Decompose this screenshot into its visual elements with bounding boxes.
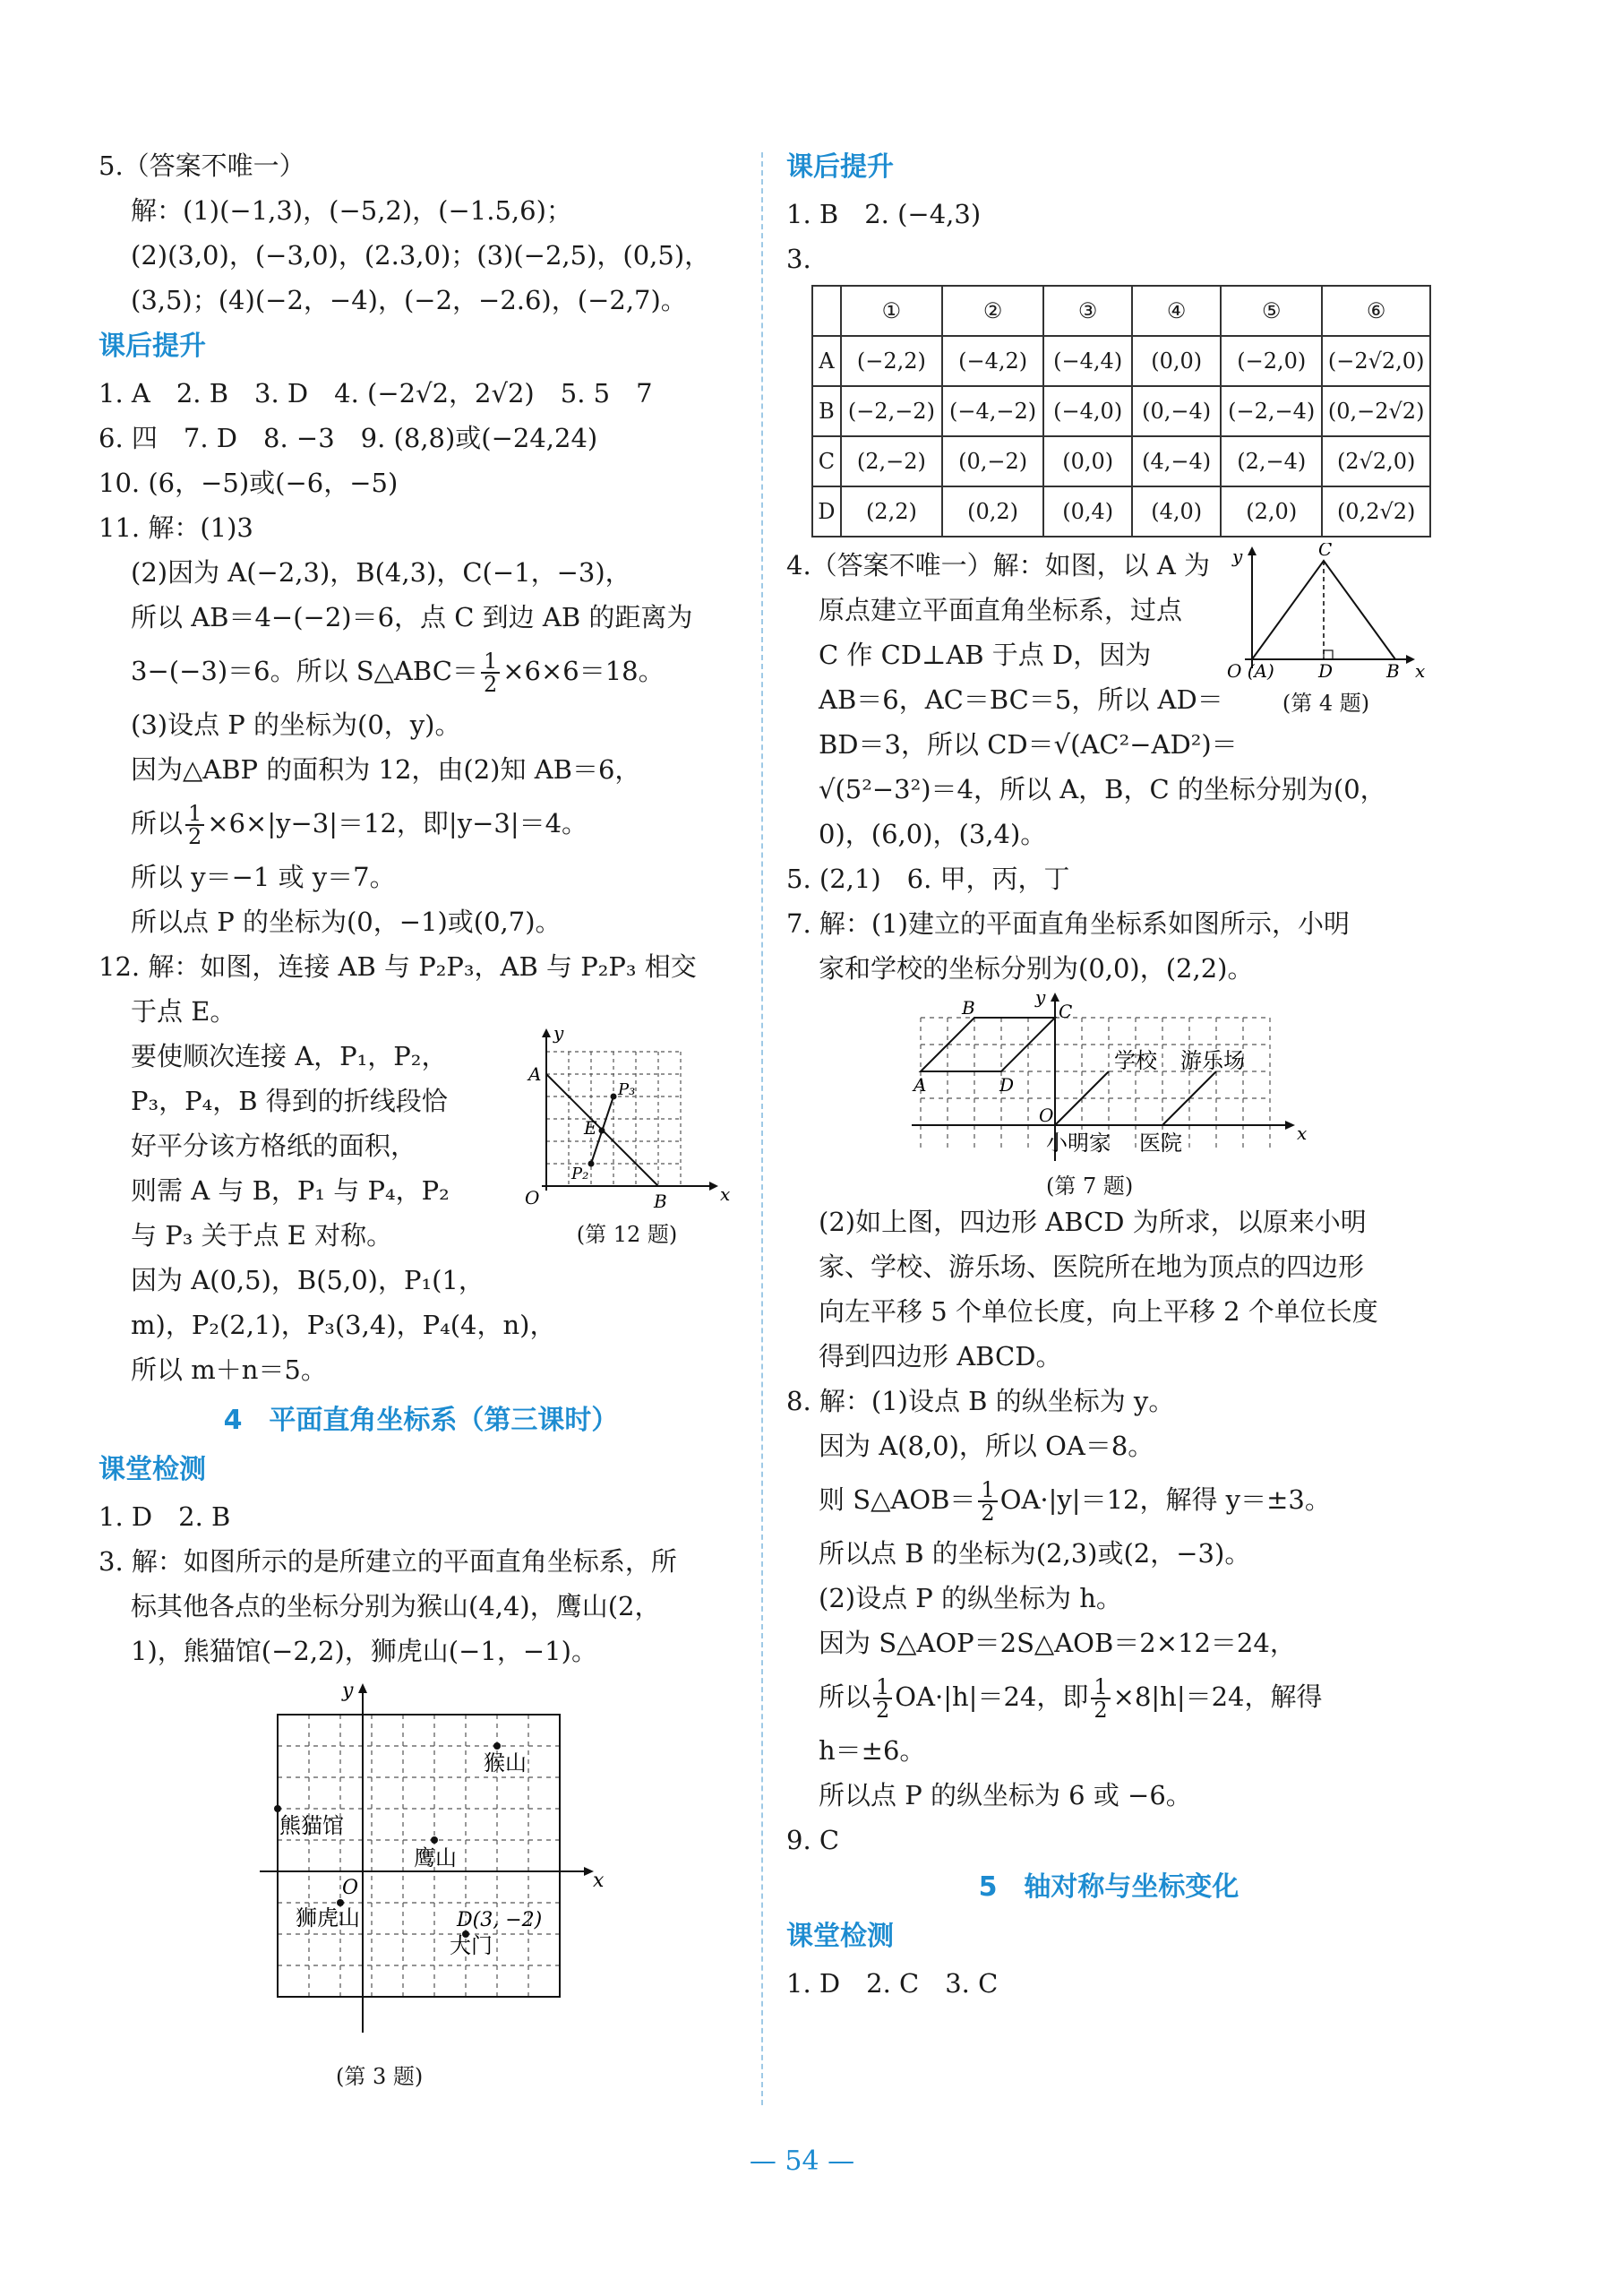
q8-line6: 因为 S△AOP＝2S△AOB＝2×12＝24，: [819, 1628, 1296, 1658]
table-cell: C: [812, 436, 841, 486]
section-title-4: 4 平面直角坐标系（第三课时）: [223, 1405, 619, 1436]
q12-line9: m)，P₂(2,1)，P₃(3,4)，P₄(4，n)，: [131, 1310, 556, 1340]
q11-line2: (2)因为 A(−2,3)，B(4,3)，C(−1，−3)，: [131, 557, 631, 588]
table-cell: (0,−4): [1132, 386, 1221, 436]
q5-line2: 解：(1)(−1,3)，(−5,2)，(−1.5,6)；: [131, 195, 572, 226]
q11-line9: 所以点 P 的坐标为(0，−1)或(0,7)。: [131, 907, 562, 937]
q4-line7: 0)，(6,0)，(3,4)。: [819, 819, 1047, 849]
fraction-num: 1: [185, 803, 204, 826]
section-heading-ketang-right: 课堂检测: [786, 1921, 894, 1952]
q12-line3: 要使顺次连接 A，P₁，P₂，: [131, 1041, 448, 1071]
table-cell: (−4,4): [1043, 336, 1132, 386]
answer-table: [811, 285, 1431, 537]
right-column: [786, 143, 1431, 2006]
fig3-yingshan-label: 鹰山: [414, 1845, 457, 1870]
q12-block: [99, 944, 743, 1392]
fig7-origin-label: O: [1039, 1105, 1054, 1126]
section-heading-kehou: 课后提升: [99, 331, 206, 362]
q4-line2: 原点建立平面直角坐标系，过点: [819, 595, 1183, 625]
table-cell: (0,−2): [942, 436, 1043, 486]
q5-line3: (2)(3,0)，(−3,0)，(2.3,0)；(3)(−2,5)，(0,5)，: [131, 240, 711, 271]
q4-line5: BD＝3，所以 CD＝√(AC²−AD²)＝: [819, 729, 1238, 760]
fraction-num: 1: [978, 1479, 997, 1502]
table-cell: (0,2): [942, 486, 1043, 537]
q8-line4: 所以点 B 的坐标为(2,3)或(2，−3)。: [819, 1538, 1251, 1569]
q8-line9: 所以点 P 的纵坐标为 6 或 −6。: [819, 1780, 1192, 1810]
q3-line3: 1)，熊猫馆(−2,2)，狮虎山(−1，−1)。: [131, 1636, 597, 1666]
fig12-p3-label: P₃: [618, 1080, 636, 1099]
q7-line4: 家、学校、游乐场、医院所在地为顶点的四边形: [819, 1251, 1365, 1282]
left-column: [99, 143, 743, 2090]
q12-line2: 于点 E。: [131, 996, 236, 1027]
table-header-row: [812, 286, 1430, 336]
table-cell: (−2,2): [841, 336, 942, 386]
q11-line6: 因为△ABP 的面积为 12，由(2)知 AB＝6，: [131, 754, 641, 785]
fig7-home-label: 小明家: [1046, 1131, 1111, 1156]
table-cell: (2,−2): [841, 436, 942, 486]
ketang-answers: 1. D 2. B: [99, 1501, 231, 1532]
q11-line7: [99, 792, 743, 855]
table-cell: ④: [1132, 286, 1221, 336]
table-row: [812, 436, 1430, 486]
answers-line3: 10. (6，−5)或(−6，−5): [99, 468, 399, 498]
q11-line3: 所以 AB＝4−(−2)＝6，点 C 到边 AB 的距离为: [131, 602, 693, 632]
table-cell: [812, 286, 841, 336]
fraction: [481, 650, 500, 695]
q4-caption: (第 4 题): [1282, 691, 1370, 716]
q11-line5: (3)设点 P 的坐标为(0，y)。: [131, 709, 461, 740]
fig7-c-label: C: [1059, 1001, 1073, 1022]
fig7-x-label: x: [1297, 1122, 1308, 1144]
table-cell: ⑤: [1221, 286, 1322, 336]
fig3-origin-label: O: [342, 1877, 359, 1899]
fig7-b-label: B: [962, 997, 975, 1019]
table-cell: (0,2√2): [1322, 486, 1430, 537]
fig3-houshan-label: 猴山: [484, 1750, 527, 1776]
fraction: [978, 1479, 997, 1524]
q12-caption: (第 12 题): [576, 1222, 678, 1247]
q4-line3: C 作 CD⊥AB 于点 D，因为: [819, 640, 1152, 670]
q7-grid-svg: [912, 991, 1324, 1170]
q4-line6: √(5²−3²)＝4，所以 A，B，C 的坐标分别为(0，: [819, 774, 1386, 804]
q5-line1: 5.（答案不唯一）: [99, 150, 305, 181]
q7-line2: 家和学校的坐标分别为(0,0)，(2,2)。: [819, 953, 1254, 984]
section-heading-ketang: 课堂检测: [99, 1454, 206, 1485]
q8-line2: 因为 A(8,0)，所以 OA＝8。: [819, 1431, 1154, 1461]
fig4-y-label: y: [1232, 546, 1243, 567]
fraction-num: 1: [1091, 1676, 1110, 1699]
q11-line4-b: ×6×6＝18。: [502, 656, 665, 686]
table-cell: (0,0): [1132, 336, 1221, 386]
table-cell: (0,4): [1043, 486, 1132, 537]
fig3-y-label: y: [342, 1680, 354, 1702]
fig12-e-label: E: [584, 1117, 597, 1139]
q5-line4: (3,5)；(4)(−2，−4)，(−2，−2.6)，(−2,7)。: [131, 285, 687, 315]
q3-caption: (第 3 题): [336, 2064, 424, 2089]
q4-figure: [1225, 543, 1427, 717]
table-cell: (−2,−4): [1221, 386, 1322, 436]
answers-line1: 1. A 2. B 3. D 4. (−2√2，2√2) 5. 5 7: [99, 378, 653, 408]
fraction: [873, 1676, 892, 1721]
q7-caption: (第 7 题): [1046, 1174, 1134, 1199]
fraction-num: 1: [481, 650, 500, 674]
q3-line1: 3. 解：如图所示的是所建立的平面直角坐标系，所: [99, 1546, 677, 1577]
column-divider: [761, 152, 763, 2105]
q4-triangle-svg: [1225, 543, 1427, 682]
section-title-5: 5 轴对称与坐标变化: [978, 1871, 1239, 1903]
q11-line4: [99, 640, 743, 702]
fig3-damen-label: 大门: [450, 1933, 493, 1958]
fraction: [185, 803, 204, 847]
fig7-y-label: y: [1035, 991, 1046, 1008]
table-cell: (4,0): [1132, 486, 1221, 537]
fig4-d-label: D: [1318, 660, 1334, 682]
q8-line7-b: OA·|h|＝24，即: [895, 1681, 1089, 1712]
table-cell: D: [812, 486, 841, 537]
q7-line5: 向左平移 5 个单位长度，向上平移 2 个单位长度: [819, 1296, 1378, 1327]
fig7-d-label: D: [999, 1074, 1015, 1096]
table-cell: ⑥: [1322, 286, 1430, 336]
q7-line3: (2)如上图，四边形 ABCD 为所求，以原来小明: [819, 1207, 1367, 1237]
q8-line1: 8. 解：(1)设点 B 的纵坐标为 y。: [786, 1386, 1175, 1416]
table-cell: (2√2,0): [1322, 436, 1430, 486]
q7-line6: 得到四边形 ABCD。: [819, 1341, 1062, 1372]
table-cell: (0,−2√2): [1322, 386, 1430, 436]
table-cell: B: [812, 386, 841, 436]
fig3-shihushan-label: 狮虎山: [296, 1905, 360, 1931]
table-cell: (−4,−2): [942, 386, 1043, 436]
q8-line3-b: OA·|y|＝12，解得 y＝±3。: [999, 1484, 1331, 1515]
q12-grid-svg: [519, 1025, 734, 1213]
q12-line1: 12. 解：如图，连接 AB 与 P₂P₃，AB 与 P₂P₃ 相交: [99, 951, 697, 982]
q7-figure: [912, 991, 1324, 1200]
answers-line2: 6. 四 7. D 8. −3 9. (8,8)或(−24,24): [99, 423, 598, 453]
fraction-den: 2: [876, 1698, 890, 1723]
q12-line6: 则需 A 与 B，P₁ 与 P₄，P₂: [131, 1175, 450, 1206]
fig4-x-label: x: [1415, 660, 1426, 682]
fig4-c-label: C: [1318, 543, 1333, 560]
fraction-den: 2: [188, 824, 202, 849]
table-cell: (4,−4): [1132, 436, 1221, 486]
right-answers-line4: 1. D 2. C 3. C: [786, 1968, 999, 1999]
fig4-b-label: B: [1386, 660, 1400, 682]
table-cell: (2,2): [841, 486, 942, 537]
q12-line8: 因为 A(0,5)，B(5,0)，P₁(1，: [131, 1265, 485, 1295]
q8-line5: (2)设点 P 的纵坐标为 h。: [819, 1583, 1122, 1613]
q12-figure: [519, 1025, 734, 1248]
fig7-school-label: 学校: [1114, 1048, 1157, 1073]
q12-line7: 与 P₃ 关于点 E 对称。: [131, 1220, 393, 1251]
q8-line8: h＝±6。: [819, 1735, 926, 1766]
fig12-a-label: A: [528, 1063, 542, 1085]
q11-line4-a: 3−(−3)＝6。所以 S△ABC＝: [131, 656, 478, 686]
fig12-p2-label: P₂: [571, 1165, 589, 1183]
table-cell: ①: [841, 286, 942, 336]
q12-line4: P₃，P₄，B 得到的折线段恰: [131, 1086, 448, 1116]
table-cell: ②: [942, 286, 1043, 336]
q4-block: [786, 543, 1431, 856]
q3-figure: [242, 1679, 618, 2090]
fraction-den: 2: [981, 1501, 995, 1526]
q8-line7-c: ×8|h|＝24，解得: [1112, 1681, 1323, 1712]
table-cell: ③: [1043, 286, 1132, 336]
table-cell: (0,0): [1043, 436, 1132, 486]
q3-line2: 标其他各点的坐标分别为猴山(4,4)，鹰山(2，: [131, 1591, 661, 1621]
table-cell: (2,0): [1221, 486, 1322, 537]
fraction: [1091, 1676, 1110, 1721]
q8-line7: [786, 1665, 1431, 1728]
table-cell: (−4,2): [942, 336, 1043, 386]
table-cell: (−4,0): [1043, 386, 1132, 436]
fig12-x-label: x: [720, 1183, 731, 1205]
table-row: [812, 486, 1430, 537]
q11-line7-b: ×6×|y−3|＝12，即|y−3|＝4。: [207, 808, 588, 838]
q12-line10: 所以 m＋n＝5。: [131, 1354, 327, 1385]
section-heading-kehou-right: 课后提升: [786, 151, 894, 183]
table-cell: (−2,−2): [841, 386, 942, 436]
table-row: [812, 386, 1430, 436]
q7-line1: 7. 解：(1)建立的平面直角坐标系如图所示，小明: [786, 908, 1350, 939]
q8-line7-a: 所以: [819, 1681, 871, 1712]
fig4-origin-label: O (A): [1227, 660, 1274, 682]
right-answers-line3: 9. C: [786, 1825, 840, 1855]
right-answers-line1: 1. B 2. (−4,3): [786, 199, 982, 229]
fraction-den: 2: [483, 672, 498, 697]
table-row: [812, 336, 1430, 386]
fig3-xiongmao-label: 熊猫馆: [279, 1813, 344, 1838]
q11-line8: 所以 y＝−1 或 y＝7。: [131, 862, 396, 892]
q11-line1: 11. 解：(1)3: [99, 512, 253, 543]
fig7-park-label: 游乐场: [1180, 1048, 1245, 1073]
fig12-b-label: B: [654, 1191, 667, 1212]
q3-grid-svg: [242, 1679, 618, 2064]
table-cell: (−2√2,0): [1322, 336, 1430, 386]
fraction-num: 1: [873, 1676, 892, 1699]
fig7-a-label: A: [914, 1074, 927, 1096]
right-answers-line2: 5. (2,1) 6. 甲，丙，丁: [786, 864, 1070, 894]
table-cell: (−2,0): [1221, 336, 1322, 386]
fig7-hospital-label: 医院: [1139, 1131, 1182, 1156]
q8-line3: [786, 1468, 1431, 1531]
q11-line7-a: 所以: [131, 808, 184, 838]
fig12-y-label: y: [553, 1025, 564, 1044]
table-cell: A: [812, 336, 841, 386]
q4-line4: AB＝6，AC＝BC＝5，所以 AD＝: [819, 684, 1223, 715]
q12-line5: 好平分该方格纸的面积，: [131, 1131, 417, 1161]
fig3-x-label: x: [593, 1870, 605, 1892]
fraction-den: 2: [1094, 1698, 1108, 1723]
q3-right-label: 3.: [786, 244, 811, 274]
fig12-origin-label: O: [525, 1187, 540, 1208]
q4-line1: 4.（答案不唯一）解：如图，以 A 为: [786, 550, 1211, 580]
q8-line3-a: 则 S△AOB＝: [819, 1484, 976, 1515]
fig3-d-label: D(3, −2): [457, 1909, 543, 1931]
page-number: — 54 —: [749, 2146, 855, 2177]
table-cell: (2,−4): [1221, 436, 1322, 486]
